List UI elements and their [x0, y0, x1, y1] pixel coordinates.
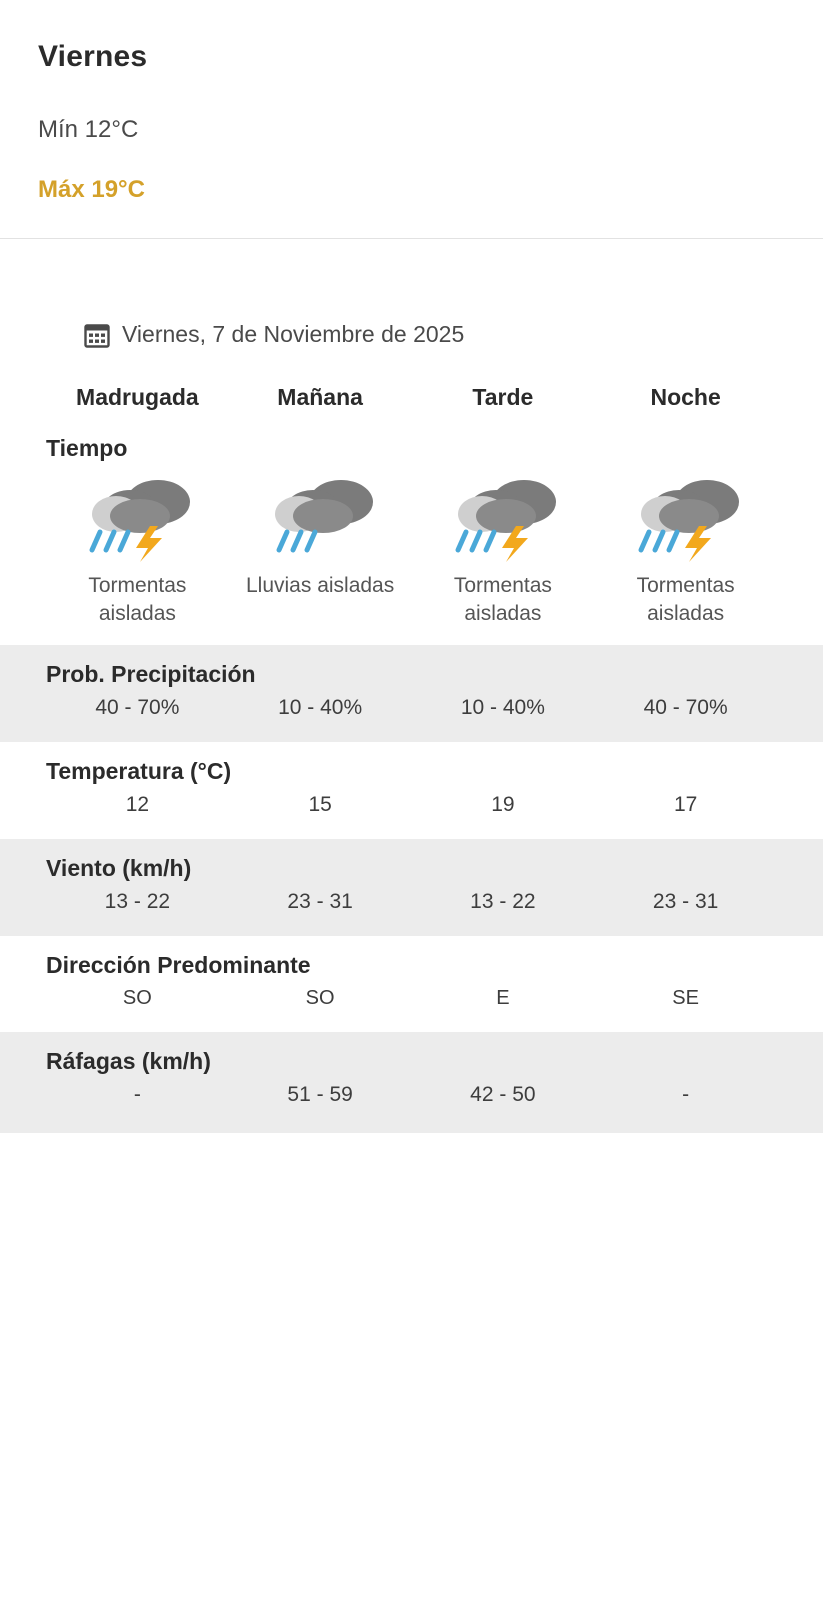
- section-title-wind-direction: Dirección Predominante: [46, 951, 311, 978]
- section-temperature: [0, 742, 823, 839]
- weather-text-manana: Lluvias aisladas: [245, 574, 395, 597]
- section-wind-direction: [0, 936, 823, 1032]
- direction-value-tarde: E: [496, 986, 510, 1009]
- period-header-noche: Noche: [650, 384, 721, 410]
- wind-value-tarde: 13 - 22: [470, 889, 536, 913]
- gusts-value-noche: -: [682, 1082, 690, 1106]
- weather-text-tarde: Tormentas aisladas: [453, 574, 552, 626]
- forecast-date-row: [0, 239, 823, 348]
- precipitation-value-tarde: 10 - 40%: [460, 695, 545, 719]
- wind-value-noche: 23 - 31: [652, 889, 719, 913]
- weather-cell-tarde: [412, 468, 595, 645]
- weather-text-noche: Tormentas aisladas: [636, 574, 735, 626]
- section-wind: [0, 839, 823, 936]
- period-header-row: [0, 380, 823, 421]
- precipitation-value-madrugada: 40 - 70%: [95, 695, 180, 719]
- forecast-table: [0, 380, 823, 1133]
- weather-text-madrugada: Tormentas aisladas: [88, 574, 187, 626]
- min-temperature: Mín 12°C: [38, 116, 139, 143]
- section-title-weather: Tiempo: [46, 435, 128, 461]
- period-header-manana: Mañana: [277, 384, 363, 410]
- calendar-icon: [84, 322, 110, 348]
- section-gusts: [0, 1032, 823, 1133]
- direction-value-manana: SO: [305, 986, 335, 1009]
- rain-cloud-icon: [233, 468, 408, 564]
- thunderstorm-rain-cloud-icon: [598, 468, 773, 564]
- gusts-value-tarde: 42 - 50: [470, 1082, 536, 1106]
- direction-value-madrugada: SO: [122, 986, 152, 1009]
- thunderstorm-rain-cloud-icon: [416, 468, 591, 564]
- gusts-value-madrugada: -: [133, 1082, 141, 1106]
- page-title: Viernes: [38, 40, 148, 73]
- weather-cell-manana: [229, 468, 412, 645]
- section-title-wind: Viento (km/h): [46, 854, 192, 881]
- section-title-precipitation: Prob. Precipitación: [46, 660, 256, 687]
- period-header-madrugada: Madrugada: [76, 384, 199, 410]
- day-summary: [0, 0, 823, 239]
- section-title-gusts: Ráfagas (km/h): [46, 1047, 211, 1074]
- section-title-temperature: Temperatura (°C): [46, 757, 232, 784]
- temperature-value-noche: 17: [673, 792, 698, 816]
- period-header-tarde: Tarde: [472, 384, 534, 410]
- temperature-value-madrugada: 12: [125, 792, 150, 816]
- temperature-value-tarde: 19: [491, 792, 515, 816]
- forecast-date-label: Viernes, 7 de Noviembre de 2025: [122, 321, 465, 347]
- precipitation-value-manana: 10 - 40%: [278, 695, 363, 719]
- weather-cell-madrugada: [46, 468, 229, 645]
- temperature-value-manana: 15: [308, 792, 332, 816]
- section-weather: [0, 421, 823, 645]
- wind-value-manana: 23 - 31: [287, 889, 353, 913]
- precipitation-value-noche: 40 - 70%: [643, 695, 728, 719]
- direction-value-noche: SE: [672, 986, 699, 1009]
- weather-cell-noche: [594, 468, 777, 645]
- wind-value-madrugada: 13 - 22: [104, 889, 171, 913]
- section-precipitation: [0, 645, 823, 742]
- max-temperature: Máx 19°C: [38, 176, 145, 203]
- gusts-value-manana: 51 - 59: [287, 1082, 353, 1106]
- thunderstorm-rain-cloud-icon: [50, 468, 225, 564]
